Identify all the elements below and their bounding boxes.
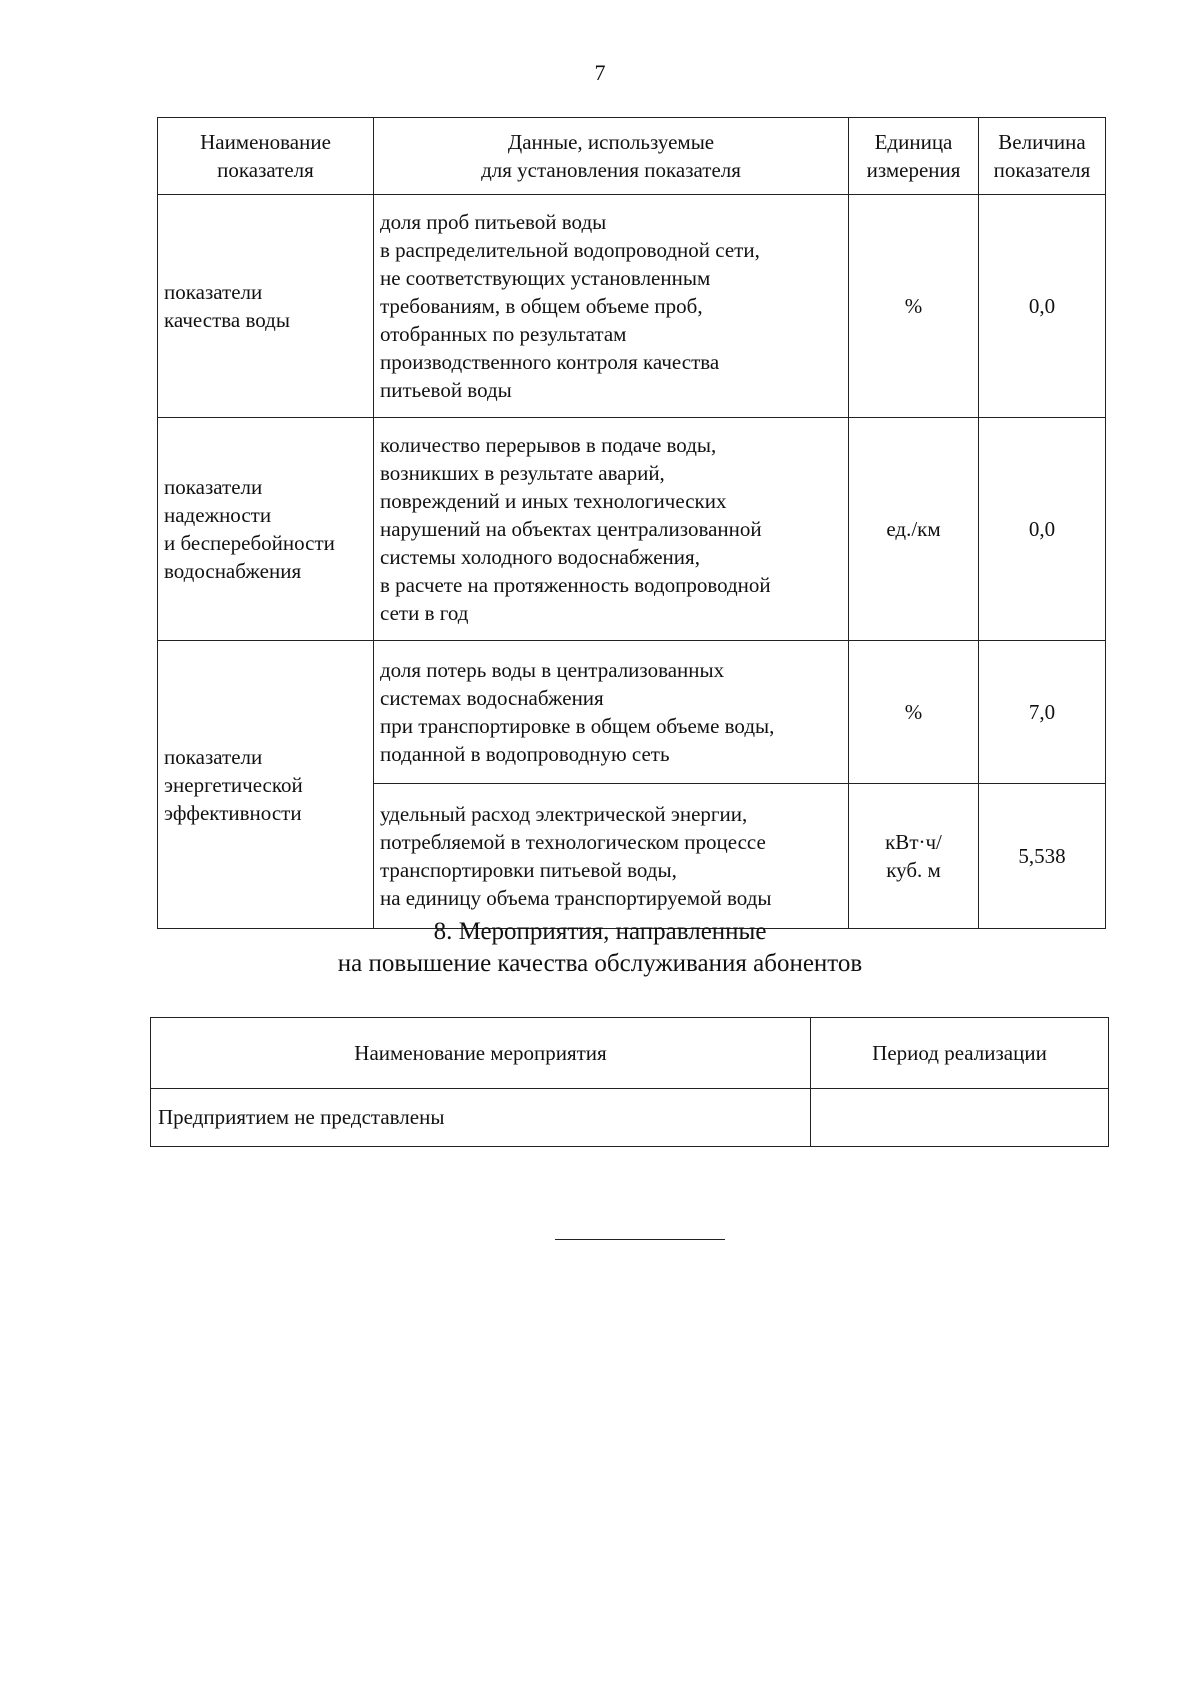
indicator-value-losses: 7,0 [979,641,1106,784]
indicator-name-line: и бесперебойности [164,531,335,555]
header-unit-line1: Единица [874,130,953,154]
indicator-name-quality [158,195,374,418]
measures-table [150,1017,1109,1147]
header-unit-line2: измерения [866,158,961,182]
data-line: питьевой воды [380,378,512,402]
data-line: не соответствующих установленным [380,266,711,290]
table-row-water-losses [158,641,1106,784]
indicator-unit-consumption [849,784,979,929]
header-value-line2: показателя [993,158,1091,182]
data-line: доля потерь воды в централизованных [380,658,725,682]
data-line: сети в год [380,601,469,625]
indicator-data-losses [374,641,849,784]
indicators-header-row [158,118,1106,195]
indicator-name-line: показатели [164,280,263,304]
data-line: в расчете на протяженность водопроводной [380,573,771,597]
indicator-data-consumption [374,784,849,929]
header-period: Период реализации [811,1018,1109,1089]
header-data-used-line1: Данные, используемые [507,130,715,154]
indicator-name-reliability [158,418,374,641]
data-line: требованиям, в общем объеме проб, [380,294,703,318]
indicator-name-line: показатели [164,475,263,499]
indicator-name-line: надежности [164,503,272,527]
section-heading-line1: 8. Мероприятия, направленные [433,918,767,945]
data-line: поданной в водопроводную сеть [380,742,670,766]
indicator-name-line: показатели [164,744,263,769]
data-line: удельный расход электрической энергии, [380,802,748,826]
data-line: на единицу объема транспортируемой воды [380,886,772,910]
section-heading [0,916,1200,980]
unit-line: кВт·ч/ [885,830,942,854]
data-line: системы холодного водоснабжения, [380,545,700,569]
data-line: системах водоснабжения [380,686,604,710]
indicators-table [157,117,1106,929]
measure-name: Предприятием не представлены [151,1089,811,1147]
data-line: транспортировки питьевой воды, [380,858,677,882]
indicator-unit-losses: % [849,641,979,784]
data-line: производственного контроля качества [380,350,720,374]
indicator-data-reliability [374,418,849,641]
header-indicator-name-line1: Наименование [200,130,331,154]
indicator-unit-reliability: ед./км [849,418,979,641]
indicator-name-line: водоснабжения [164,559,302,583]
indicator-name-line: качества воды [164,308,290,332]
unit-line: куб. м [886,858,941,882]
indicator-value-consumption: 5,538 [979,784,1106,929]
header-unit [849,118,979,195]
header-indicator-name-line2: показателя [217,158,314,182]
page-number: 7 [594,60,606,85]
measures-header-row [151,1018,1109,1089]
indicator-value-quality: 0,0 [979,195,1106,418]
table-row-reliability [158,418,1106,641]
data-line: потребляемой в технологическом процессе [380,830,766,854]
data-line: возникших в результате аварий, [380,461,665,485]
data-line: повреждений и иных технологических [380,489,727,513]
indicator-name-line: энергетической [164,772,303,797]
section-heading-line2: на повышение качества обслуживания абонентов [337,950,863,977]
table-row-water-quality [158,195,1106,418]
data-line: нарушений на объектах централизованной [380,517,762,541]
header-data-used [374,118,849,195]
end-separator-line [555,1239,725,1240]
data-line: отобранных по результатам [380,322,627,346]
indicator-value-reliability: 0,0 [979,418,1106,641]
header-indicator-name [158,118,374,195]
table-row [151,1089,1109,1147]
header-data-used-line2: для установления показателя [481,158,741,182]
indicator-unit-quality: % [849,195,979,418]
header-measure-name: Наименование мероприятия [151,1018,811,1089]
header-value-line1: Величина [998,130,1086,154]
indicator-data-quality [374,195,849,418]
measure-period [811,1089,1109,1147]
data-line: доля проб питьевой воды [380,210,607,234]
data-line: при транспортировке в общем объеме воды, [380,714,775,738]
indicator-name-line: эффективности [164,800,302,825]
data-line: количество перерывов в подаче воды, [380,433,717,457]
header-value [979,118,1106,195]
data-line: в распределительной водопроводной сети, [380,238,760,262]
indicator-name-energy [158,641,374,929]
